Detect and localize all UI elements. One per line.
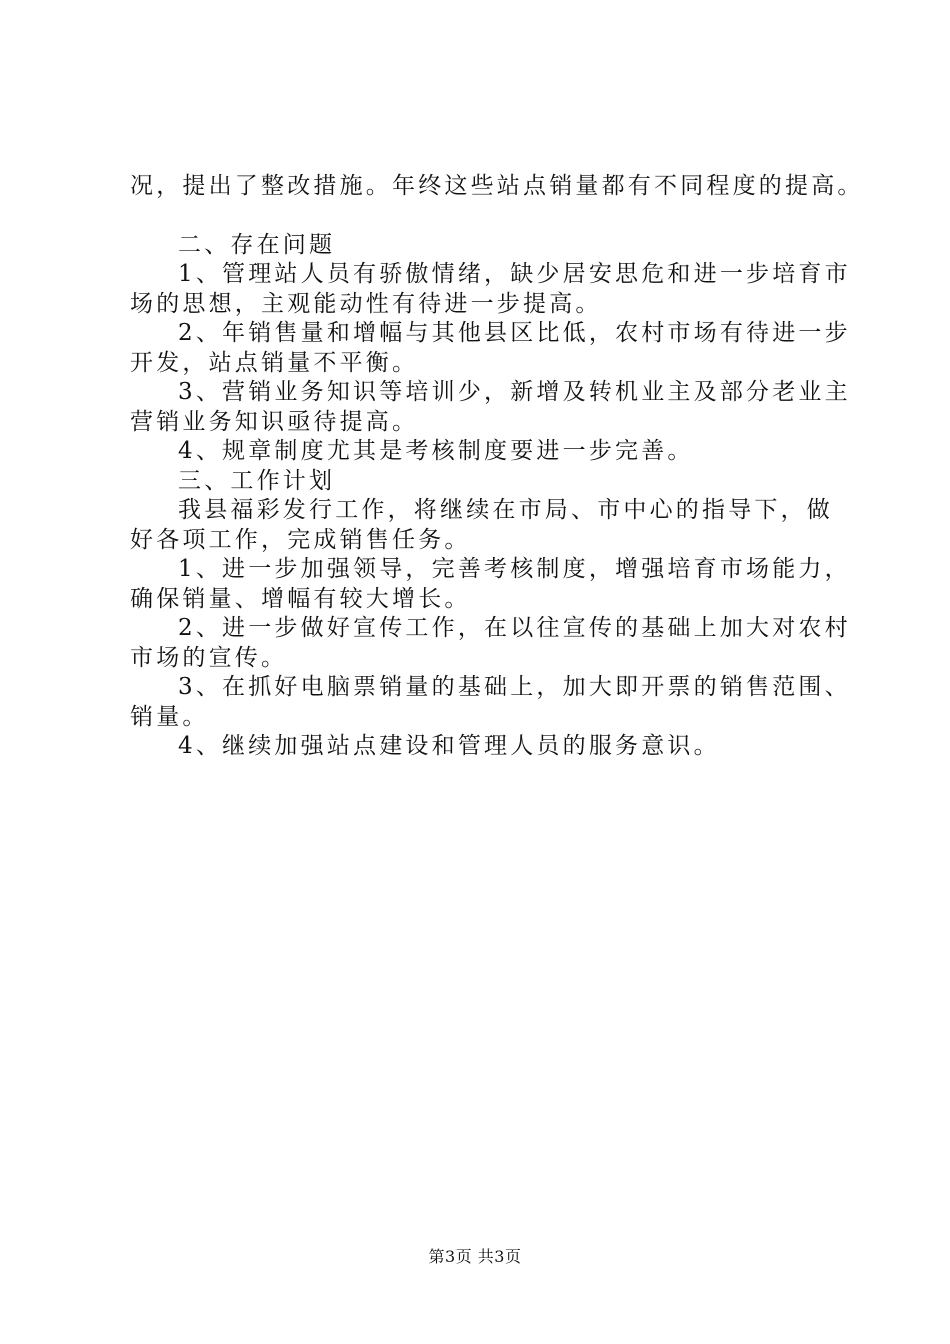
- paragraph-line: 1、管理站人员有骄傲情绪，缺少居安思危和进一步培育市: [178, 261, 851, 287]
- paragraph-line: 我县福彩发行工作，将继续在市局、市中心的指导下，做: [178, 497, 833, 523]
- paragraph-line: 4、规章制度尤其是考核制度要进一步完善。: [178, 438, 694, 464]
- paragraph-line: 营销业务知识亟待提高。: [130, 408, 419, 435]
- paragraph-line: 2、年销售量和增幅与其他县区比低，农村市场有待进一步: [178, 320, 851, 346]
- paragraph-line: 好各项工作，完成销售任务。: [130, 526, 471, 553]
- paragraph-line: 4、继续加强站点建设和管理人员的服务意识。: [178, 733, 720, 759]
- paragraph-line: 3、在抓好电脑票销量的基础上，加大即开票的销售范围、: [178, 674, 851, 700]
- section-heading-plan: 三、工作计划: [178, 467, 336, 494]
- paragraph-line: 1、进一步加强领导，完善考核制度，增强培育市场能力，: [178, 556, 851, 582]
- paragraph-line: 开发，站点销量不平衡。: [130, 349, 419, 376]
- paragraph-line: 场的思想，主观能动性有待进一步提高。: [130, 290, 602, 317]
- paragraph-line: 2、进一步做好宣传工作，在以往宣传的基础上加大对农村: [178, 615, 851, 641]
- paragraph-line: 3、营销业务知识等培训少，新增及转机业主及部分老业主: [178, 379, 851, 405]
- document-body: [130, 172, 864, 762]
- paragraph-line: 况，提出了整改措施。年终这些站点销量都有不同程度的提高。: [130, 173, 864, 199]
- section-heading-problems: 二、存在问题: [178, 231, 336, 258]
- page-number-footer: 第3页 共3页: [428, 1247, 522, 1266]
- paragraph-line: 市场的宣传。: [130, 644, 288, 671]
- paragraph-line: 销量。: [130, 703, 209, 730]
- paragraph-line: 确保销量、增幅有较大增长。: [130, 585, 471, 612]
